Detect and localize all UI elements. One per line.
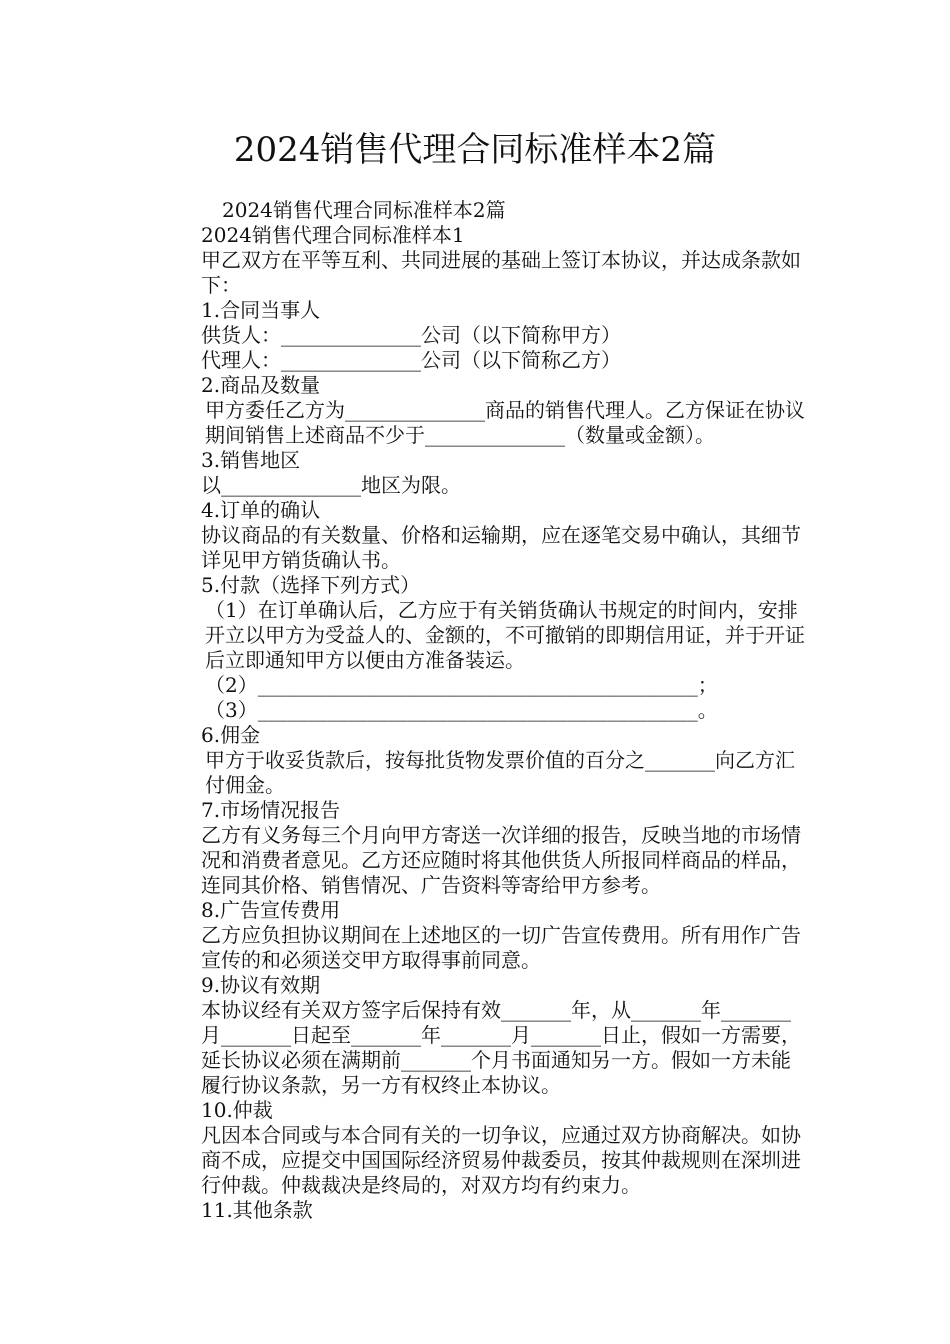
paragraph: 以______________地区为限。: [201, 473, 461, 497]
paragraph: 代理人：______________公司（以下简称乙方）: [201, 348, 621, 372]
paragraph: 9.协议有效期: [201, 973, 321, 997]
paragraph: 凡因本合同或与本合同有关的一切争议，应通过双方协商解决。如协商不成，应提交中国国际经济贸易仲裁委员，按其仲裁规则在深圳进行仲裁。仲裁裁决是终局的，对双方均有约束力。: [201, 1123, 801, 1197]
paragraph: 供货人：______________公司（以下简称甲方）: [201, 323, 621, 347]
paragraph: 协议商品的有关数量、价格和运输期，应在逐笔交易中确认，其细节详见甲方销货确认书。: [201, 523, 801, 572]
paragraph: 3.销售地区: [201, 448, 301, 472]
paragraph: （2）____________________________________________；: [205, 673, 718, 697]
paragraph: （3）____________________________________________。: [205, 698, 718, 722]
paragraph: 2024销售代理合同标准样本2篇: [222, 198, 506, 222]
paragraph: （1）在订单确认后，乙方应于有关销货确认书规定的时间内，安排开立以甲方为受益人的、金额的，不可撤销的即期信用证，并于开证后立即通知甲方以便由方准备装运。: [205, 598, 805, 672]
paragraph: 乙方有义务每三个月向甲方寄送一次详细的报告，反映当地的市场情况和消费者意见。乙方还应随时将其他供货人所报同样商品的样品，连同其价格、销售情况、广告资料等寄给甲方参考。: [201, 823, 801, 897]
paragraph: 本协议经有关双方签字后保持有效_______年，从_______年_______月_______日起至_______年_______月_______日止，假如一方需要，延长协议必须在满期前_______个月书面通知另一方。假如一方未能履行协议条款，另一方有权终止本协议。: [201, 998, 801, 1097]
paragraph: 7.市场情况报告: [201, 798, 341, 822]
paragraph: 4.订单的确认: [201, 498, 321, 522]
paragraph: 甲乙双方在平等互利、共同进展的基础上签订本协议，并达成条款如下：: [201, 248, 801, 297]
paragraph: 2.商品及数量: [201, 373, 321, 397]
paragraph: 甲方委任乙方为______________商品的销售代理人。乙方保证在协议期间销售上述商品不少于______________（数量或金额）。: [205, 398, 805, 447]
paragraph: 11.其他条款: [201, 1198, 313, 1222]
paragraph: 5.付款（选择下列方式）: [201, 573, 421, 597]
document-body: [145, 198, 810, 1223]
paragraph: 8.广告宣传费用: [201, 898, 341, 922]
paragraph: 1.合同当事人: [201, 298, 321, 322]
paragraph: 6.佣金: [201, 723, 261, 747]
document-title: 2024销售代理合同标准样本2篇: [233, 130, 717, 170]
paragraph: 乙方应负担协议期间在上述地区的一切广告宣传费用。所有用作广告宣传的和必须送交甲方取得事前同意。: [201, 923, 801, 972]
paragraph: 10.仲裁: [201, 1098, 273, 1122]
paragraph: 甲方于收妥货款后，按每批货物发票价值的百分之_______向乙方汇付佣金。: [205, 748, 795, 797]
paragraph: 2024销售代理合同标准样本1: [201, 223, 465, 247]
